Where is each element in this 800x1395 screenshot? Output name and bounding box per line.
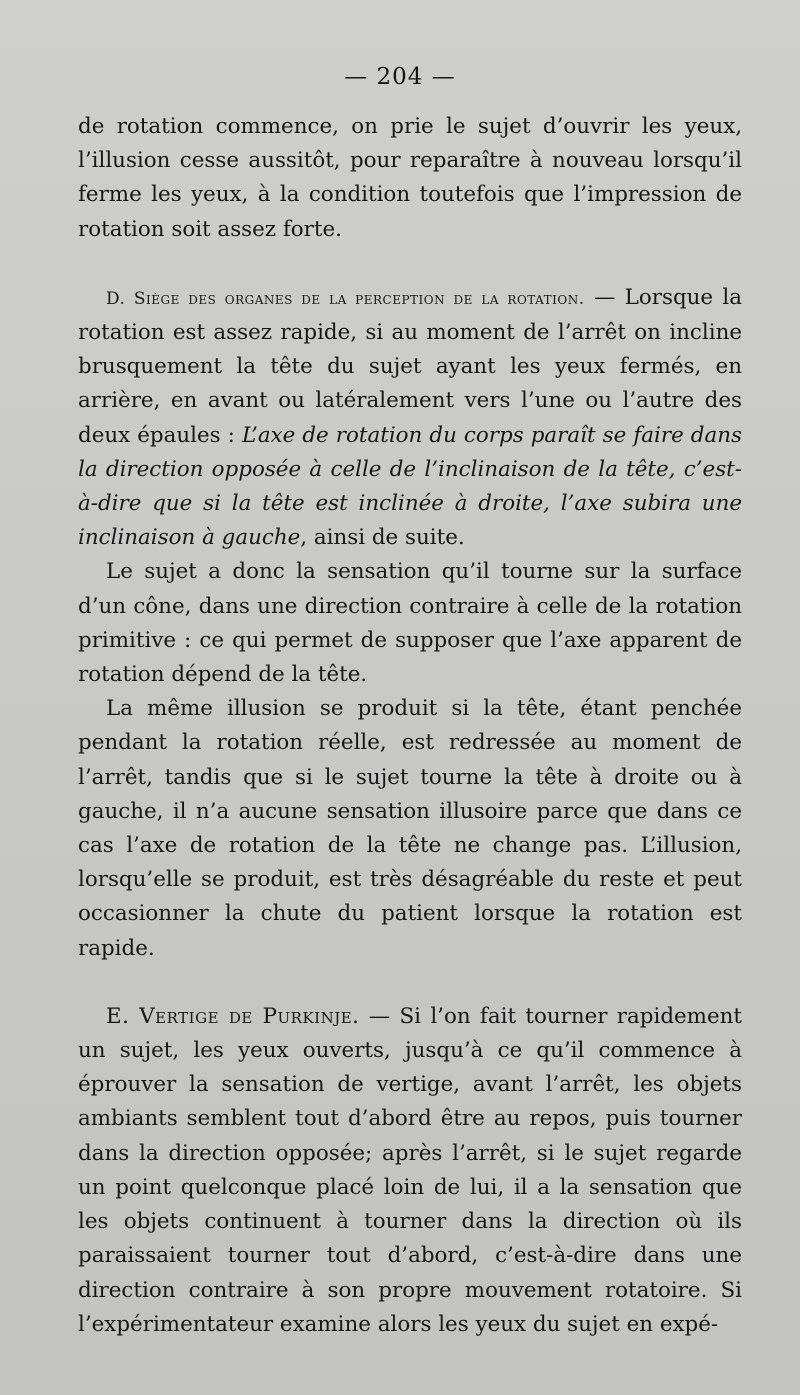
section-e-heading: E. Vertige de Purkinje. xyxy=(106,1003,360,1029)
section-e-text: Si l’on fait tourner rapidement un sujet, les yeux ouverts, jusqu’à ce qu’il commence à éprouver la sensation de vertige, avant l’arrêt, les objets ambiants semblent tout d’abord être au repos, puis tourner dans la direction opposée; après l’arrêt, si le sujet regarde un point quelconque placé loin de lui, il a la sensation que les objets continuent à tourner dans la direction où ils paraissaient tourner tout d’abord, c’est-à-dire dans une direction contraire à son propre mouvement rotatoire. Si l’expérimentateur examine alors les yeux du sujet en expé- xyxy=(78,1003,742,1337)
section-e-dash: — xyxy=(359,1003,400,1029)
body-text xyxy=(78,110,742,1342)
section-e-paragraph xyxy=(78,1000,742,1342)
section-d-dash: — xyxy=(584,284,625,310)
paragraph-cone: Le sujet a donc la sensation qu’il tourne sur la surface d’un cône, dans une direction contraire à celle de la rotation primitive : ce qui permet de supposer que l’axe apparent de rotation dépend de la tête. xyxy=(78,559,742,688)
paragraph-continuation: de rotation commence, on prie le sujet d’ouvrir les yeux, l’illusion cesse aussitôt, pour reparaître à nouveau lorsqu’il ferme les yeux, à la condition toutefois que l’impression de rotation soit assez forte. xyxy=(78,114,742,242)
section-d-text-end: , ainsi de suite. xyxy=(300,525,465,551)
page-number: — 204 — xyxy=(344,64,456,90)
paragraph-illusion: La même illusion se produit si la tête, étant penchée pendant la rotation réelle, est redressée au moment de l’arrêt, tandis que si le sujet tourne la tête à droite ou à gauche, il n’a aucune sensation illusoire parce que dans ce cas l’axe de rotation de la tête ne change pas. L’illusion, lorsqu’elle se produit, est très désagréable du reste et peut occasionner la chute du patient lorsque la rotation est rapide. xyxy=(78,696,742,961)
section-d-text: Lorsque la rotation est assez rapide, si au moment de l’arrêt on incline brusquement la tête du sujet ayant les yeux fermés, en arrière, en avant ou latéralement vers l’une ou l’autre des deux épaules : xyxy=(78,284,742,448)
section-d-heading: D. Siège des organes de la perception de la rotation. xyxy=(106,288,585,309)
section-d-paragraph xyxy=(78,281,742,556)
section-d-italic-text: L’axe de rotation du corps paraît se faire dans la direction opposée à celle de l’inclinaison de la tête, c’est-à-dire que si la tête est inclinée à droite, l’axe subira une inclinaison à gauche xyxy=(78,422,743,551)
